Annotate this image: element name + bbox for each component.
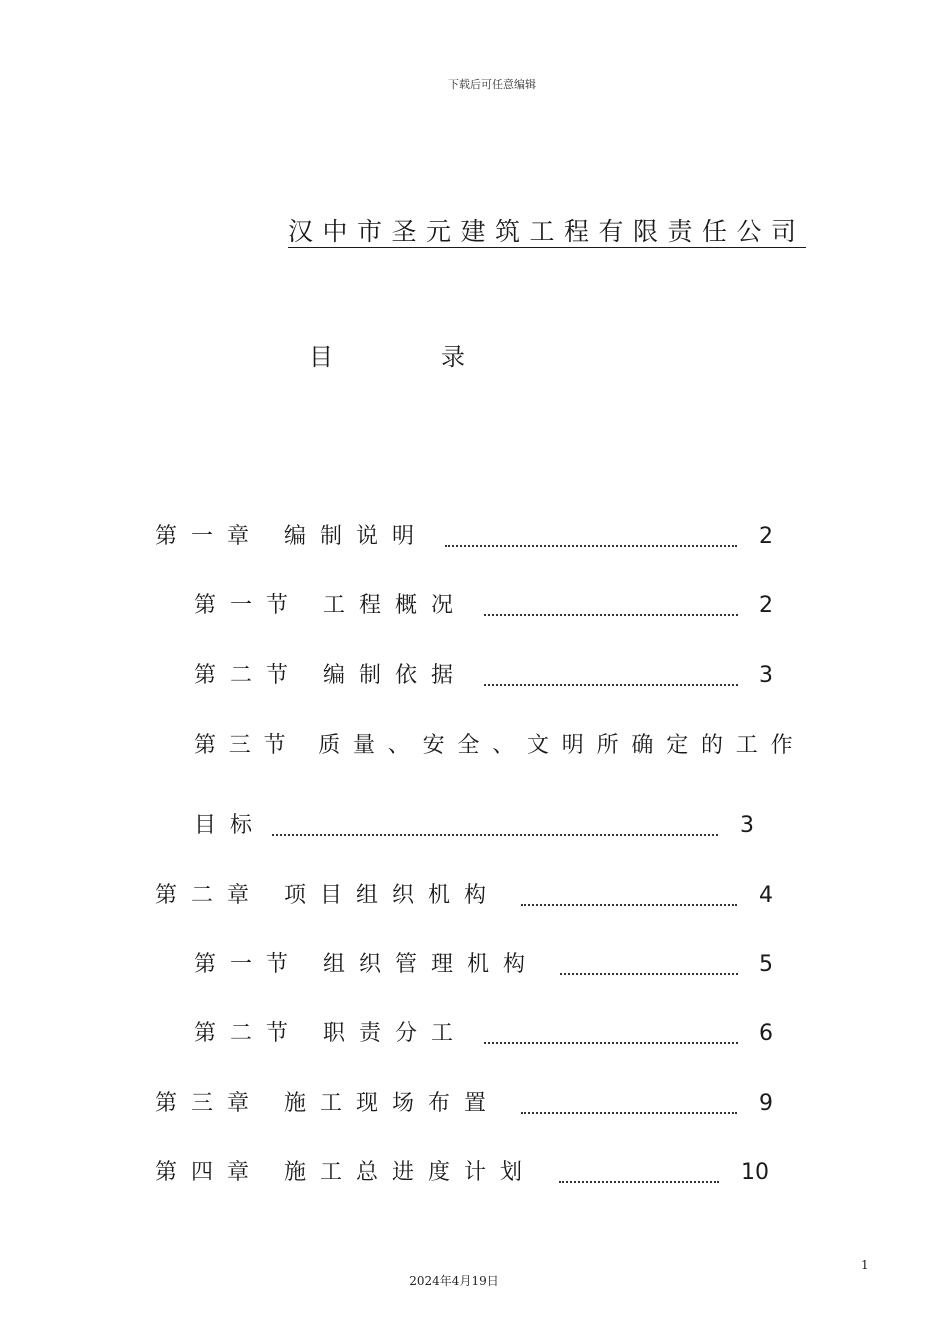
- toc-entry-label: 第四章 施工总进度计划: [155, 1160, 536, 1185]
- toc-entry-chapter-2[interactable]: [155, 879, 795, 913]
- toc-entry-label: 第一节 组织管理机构: [194, 952, 539, 977]
- toc-leader-dots: [484, 614, 738, 616]
- toc-entry-page: 10: [741, 1160, 769, 1185]
- company-title: 汉中市圣元建筑工程有限责任公司: [288, 217, 806, 246]
- toc-entry-label: 第二节 编制依据: [194, 663, 467, 688]
- toc-entry-section-1-1[interactable]: [194, 589, 794, 623]
- footer-date: 2024年4月19日: [409, 1274, 499, 1288]
- toc-entry-section-1-3-cont[interactable]: [194, 809, 794, 843]
- header-note: 下载后可任意编辑: [448, 78, 536, 91]
- toc-entry-page: 5: [759, 952, 773, 977]
- page-number: 1: [861, 1258, 869, 1272]
- toc-entry-page: 3: [759, 663, 773, 688]
- toc-entry-section-1-3[interactable]: [194, 729, 894, 763]
- toc-entry-page: 9: [759, 1091, 773, 1116]
- toc-entry-page: 4: [759, 883, 773, 908]
- toc-entry-label: 第一章 编制说明: [155, 524, 428, 549]
- toc-entry-section-1-2[interactable]: [194, 659, 794, 693]
- toc-entry-label: 第二章 项目组织机构: [155, 883, 500, 908]
- toc-entry-label: 第二节 职责分工: [194, 1021, 467, 1046]
- toc-entry-section-2-1[interactable]: [194, 948, 794, 982]
- toc-entry-page: 2: [759, 593, 773, 618]
- toc-entry-chapter-3[interactable]: [155, 1087, 795, 1121]
- toc-leader-dots: [272, 834, 718, 836]
- toc-heading-left: 目: [309, 343, 333, 371]
- toc-entry-label: 第三章 施工现场布置: [155, 1091, 500, 1116]
- toc-entry-chapter-1[interactable]: [155, 520, 795, 554]
- toc-entry-label: 目标: [194, 813, 267, 838]
- toc-leader-dots: [559, 1181, 719, 1183]
- toc-entry-page: 2: [759, 524, 773, 549]
- toc-leader-dots: [521, 904, 737, 906]
- toc-entry-label: 第一节 工程概况: [194, 593, 467, 618]
- toc-entry-page: 6: [759, 1021, 773, 1046]
- toc-leader-dots: [445, 545, 737, 547]
- toc-leader-dots: [484, 684, 738, 686]
- toc-entry-chapter-4[interactable]: [155, 1156, 795, 1190]
- toc-leader-dots: [484, 1042, 738, 1044]
- toc-entry-page: 3: [740, 813, 754, 838]
- toc-entry-section-2-2[interactable]: [194, 1017, 794, 1051]
- toc-heading-right: 录: [441, 343, 465, 371]
- toc-entry-label: 第三节 质量、安全、文明所确定的工作: [194, 733, 806, 758]
- toc-leader-dots: [521, 1112, 737, 1114]
- toc-leader-dots: [560, 973, 738, 975]
